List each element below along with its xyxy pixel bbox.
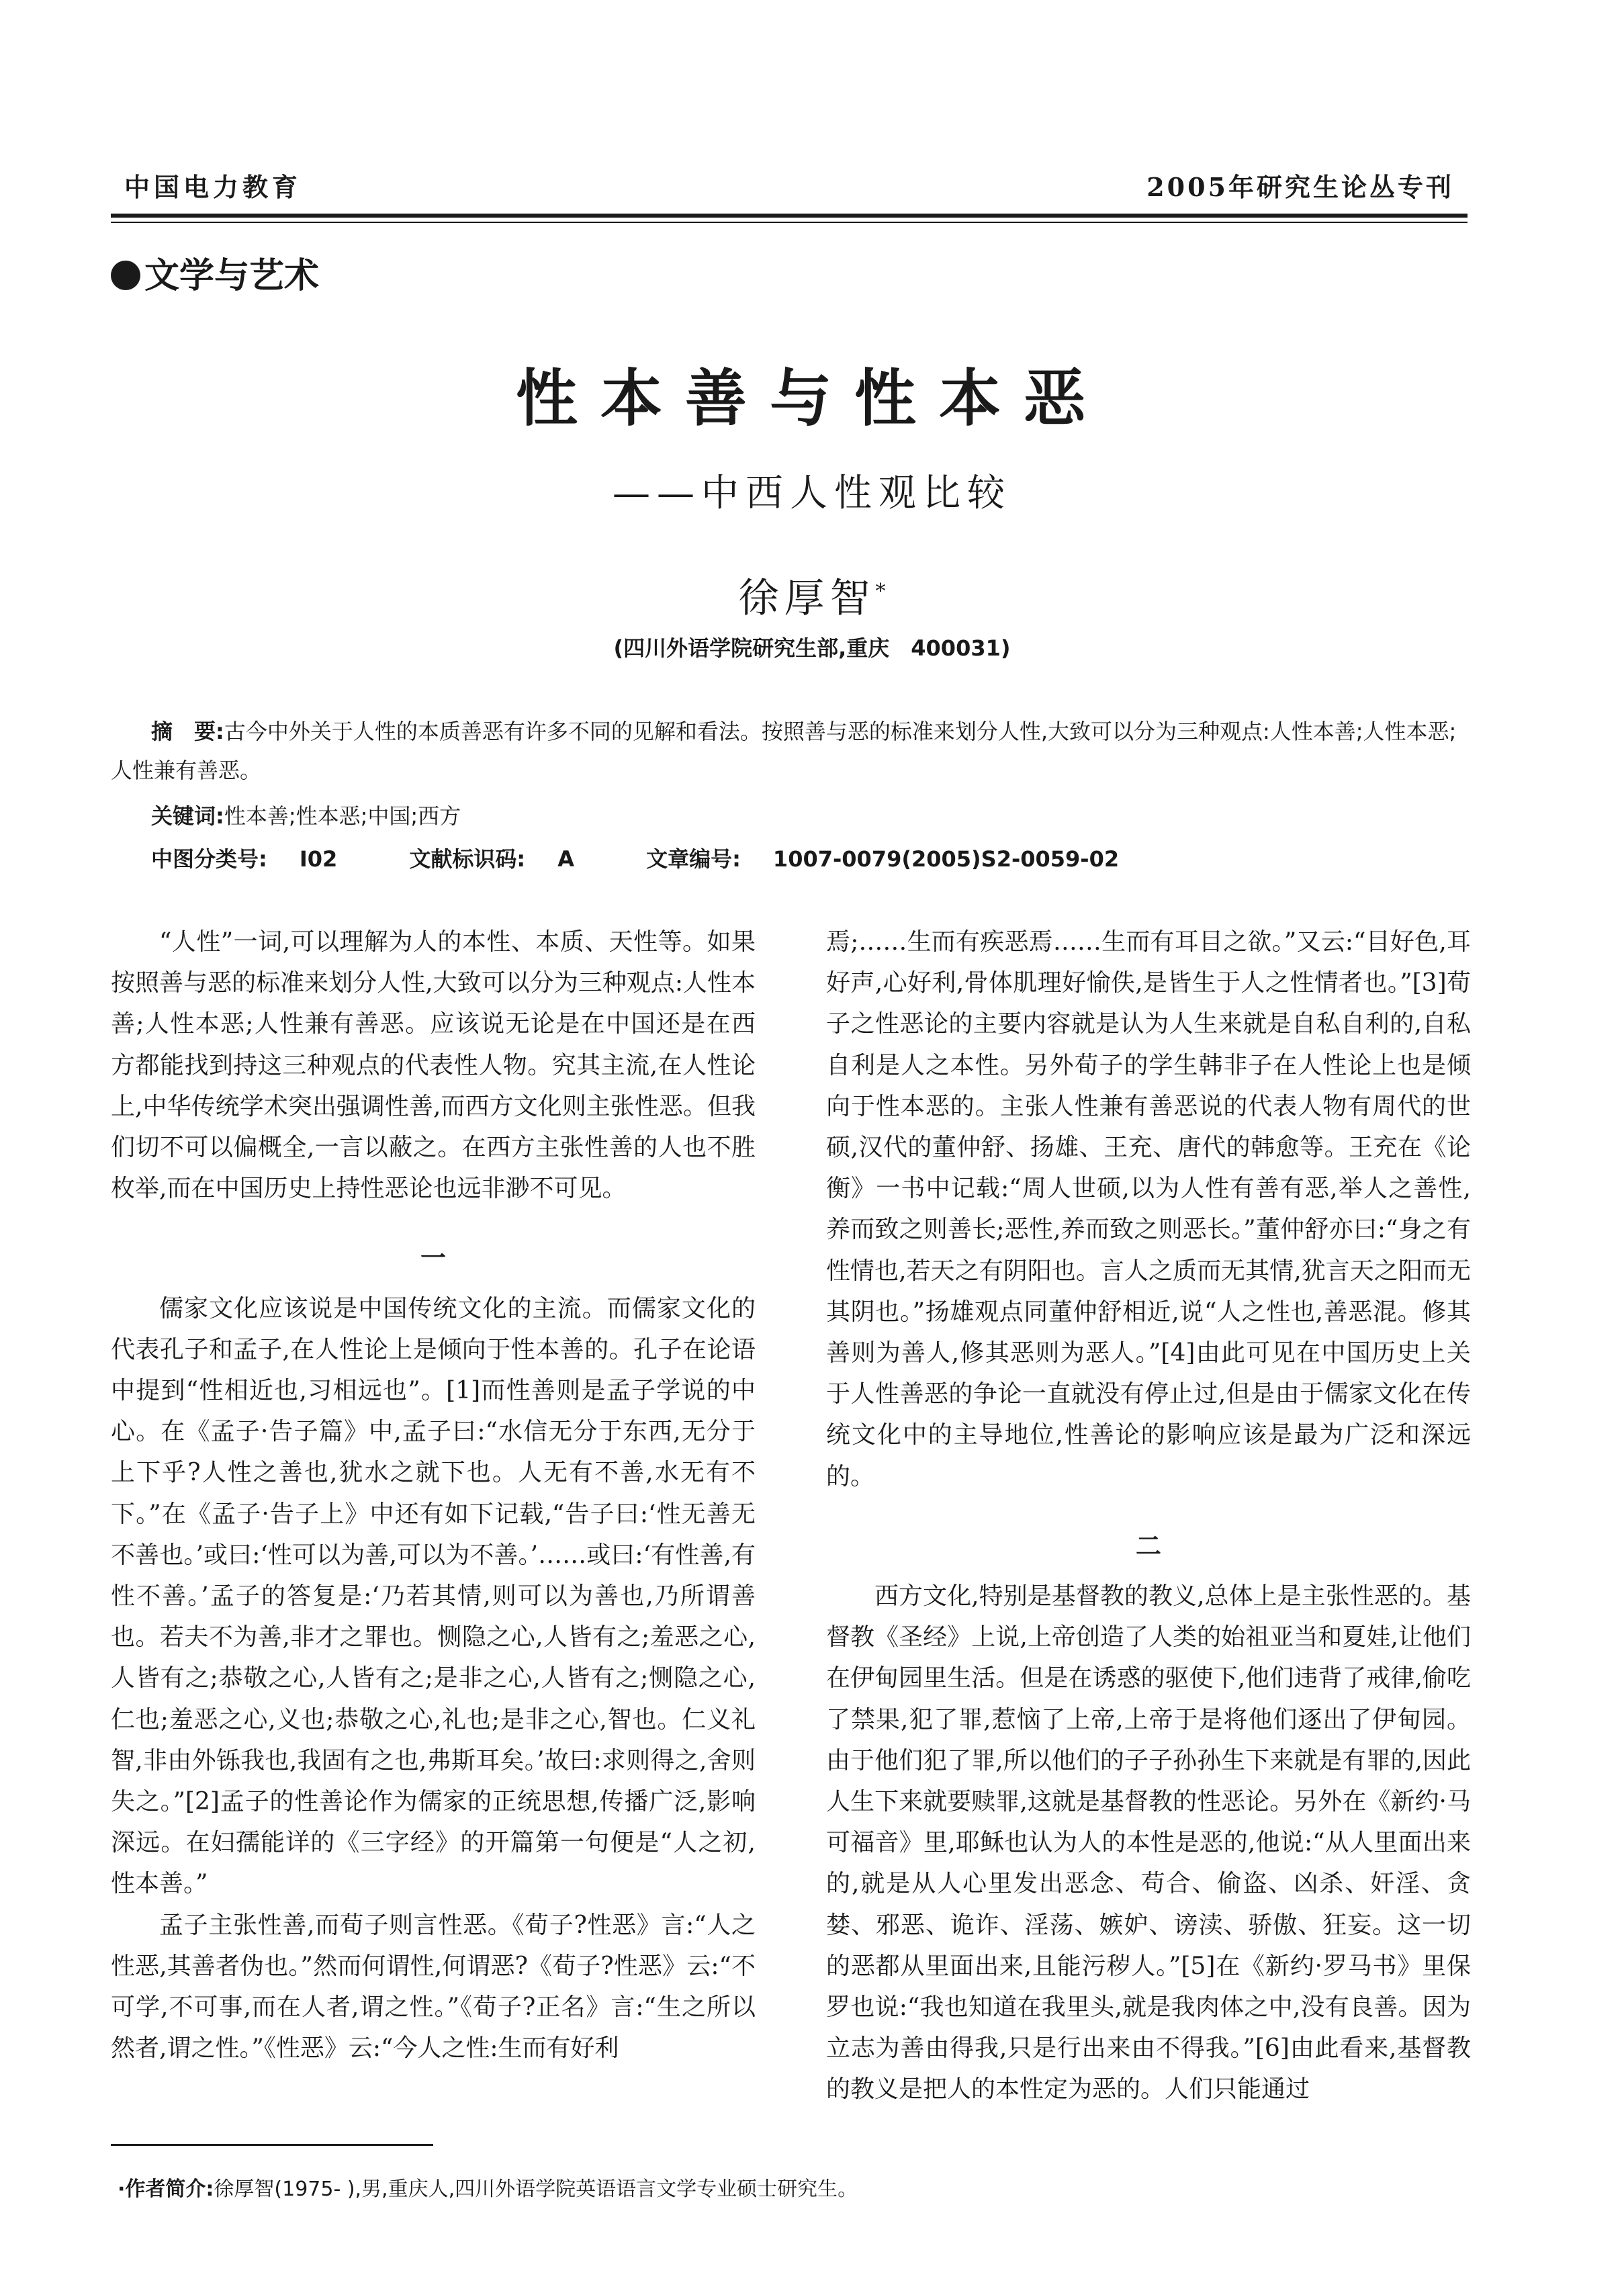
bullet-icon <box>111 261 140 290</box>
section-number: 一 <box>420 1243 446 1273</box>
body-column-right <box>826 921 1471 2110</box>
classification <box>151 840 1468 879</box>
paragraph: 西方文化,特别是基督教的教义,总体上是主张性恶的。基督教《圣经》上说,上帝创造了人类的始祖亚当和夏娃,让他们在伊甸园里生活。但是在诱惑的驱使下,他们违背了戒律,偷吃了禁果,犯了罪,惹恼了上帝,上帝于是将他们逐出了伊甸园。由于他们犯了罪,所以他们的子子孙孙生下来就是有罪的,因此人生下来就要赎罪,这就是基督教的性恶论。另外在《新约·马可福音》里,耶稣也认为人的本性是恶的,他说:“从人里面出来的,就是从人心里发出恶念、苟合、偷盗、凶杀、奸淫、贪婪、邪恶、诡诈、淫荡、嫉妒、谤渎、骄傲、狂妄。这一切的恶都从里面出来,且能污秽人。”[5]在《新约·罗马书》里保罗也说:“我也知道在我里头,就是我肉体之中,没有良善。因为立志为善由得我,只是行出来由不得我。”[6]由此看来,基督教的教义是把人的本性定为恶的。人们只能通过 <box>826 1582 1471 2104</box>
author-name: 徐厚智 <box>738 575 876 622</box>
author <box>0 566 1624 624</box>
document-code: 文献标识码: A <box>409 846 574 872</box>
header-rule-thick <box>111 214 1468 218</box>
footnote-label: ·作者简介: <box>118 2177 214 2201</box>
clc-number: 中图分类号: I02 <box>151 846 338 872</box>
article-number: 文章编号: 1007-0079(2005)S2-0059-02 <box>646 846 1120 872</box>
body-column-left <box>111 921 756 2069</box>
section-label: 文学与艺术 <box>144 256 320 296</box>
author-footnote <box>118 2172 858 2202</box>
paragraph: 焉;……生而有疾恶焉……生而有耳目之欲。”又云:“目好色,耳好声,心好利,骨体肌理好愉佚,是皆生于人之性情者也。”[3]荀子之性恶论的主要内容就是认为人生来就是自私自利的,自私自利是人之本性。另外荀子的学生韩非子在人性论上也是倾向于性本恶的。主张人性兼有善恶说的代表人物有周代的世硕,汉代的董仲舒、扬雄、王充、唐代的韩愈等。王充在《论衡》一书中记载:“周人世硕,以为人性有善有恶,举人之善性,养而致之则善长;恶性,养而致之则恶长。”董仲舒亦曰:“身之有性情也,若天之有阴阳也。言人之质而无其情,犹言天之阳而无其阴也。”扬雄观点同董仲舒相近,说“人之性也,善恶混。修其善则为善人,修其恶则为恶人。”[4]由此可见在中国历史上关于人性善恶的争论一直就没有停止过,但是由于儒家文化在传统文化中的主导地位,性善论的影响应该是最为广泛和深远的。 <box>826 928 1471 1490</box>
abstract-label: 摘 要: <box>151 719 224 744</box>
keywords-label: 关键词: <box>151 803 224 829</box>
article-title: 性本善与性本恶 <box>515 363 1108 435</box>
author-mark: * <box>875 580 886 603</box>
keywords <box>151 797 1468 836</box>
keywords-text: 性本善;性本恶;中国;西方 <box>224 803 461 829</box>
running-header <box>111 167 1468 207</box>
section-number: 二 <box>1135 1530 1161 1561</box>
paragraph: 孟子主张性善,而荀子则言性恶。《荀子?性恶》言:“人之性恶,其善者伪也。”然而何谓性,何谓恶?《荀子?性恶》云:“不可学,不可事,而在人者,谓之性。”《荀子?正名》言:“生之所以然者,谓之性。”《性恶》云:“今人之性:生而有好利 <box>111 1911 756 2063</box>
article-subtitle: ——中西人性观比较 <box>613 471 1011 515</box>
abstract-text: 古今中外关于人性的本质善恶有许多不同的见解和看法。按照善与恶的标准来划分人性,大致可以分为三种观点:人性本善;人性本恶;人性兼有善恶。 <box>111 719 1457 783</box>
footnote-text: 徐厚智(1975- ),男,重庆人,四川外语学院英语语言文学专业硕士研究生。 <box>214 2177 858 2201</box>
header-rule-thin <box>111 222 1468 223</box>
abstract <box>111 712 1468 790</box>
affiliation: (四川外语学院研究生部,重庆 400031) <box>613 635 1011 661</box>
journal-name: 中国电力教育 <box>124 172 302 202</box>
section-heading <box>111 247 319 298</box>
issue-label: 2005年研究生论丛专刊 <box>1146 172 1454 202</box>
footnote-rule <box>111 2144 433 2146</box>
paragraph: “人性”一词,可以理解为人的本性、本质、天性等。如果按照善与恶的标准来划分人性,大致可以分为三种观点:人性本善;人性本恶;人性兼有善恶。应该说无论是在中国还是在西方都能找到持这三种观点的代表性人物。究其主流,在人性论上,中华传统学术突出强调性善,而西方文化则主张性恶。但我们切不可以偏概全,一言以蔽之。在西方主张性善的人也不胜枚举,而在中国历史上持性恶论也远非渺不可见。 <box>111 928 756 1203</box>
paragraph: 儒家文化应该说是中国传统文化的主流。而儒家文化的代表孔子和孟子,在人性论上是倾向于性本善的。孔子在论语中提到“性相近也,习相远也”。[1]而性善则是孟子学说的中心。在《孟子·告子篇》中,孟子曰:“水信无分于东西,无分于上下乎?人性之善也,犹水之就下也。人无有不善,水无有不下。”在《孟子·告子上》中还有如下记载,“告子曰:‘性无善无不善也。’或曰:‘性可以为善,可以为不善。’……或曰:‘有性善,有性不善。’孟子的答复是:‘乃若其情,则可以为善也,乃所谓善也。若夫不为善,非才之罪也。恻隐之心,人皆有之;羞恶之心,人皆有之;恭敬之心,人皆有之;是非之心,人皆有之;恻隐之心,仁也;羞恶之心,义也;恭敬之心,礼也;是非之心,智也。仁义礼智,非由外铄我也,我固有之也,弗斯耳矣。’故曰:求则得之,舍则失之。”[2]孟子的性善论作为儒家的正统思想,传播广泛,影响深远。在妇孺能详的《三字经》的开篇第一句便是“人之初,性本善。” <box>111 1294 756 1898</box>
